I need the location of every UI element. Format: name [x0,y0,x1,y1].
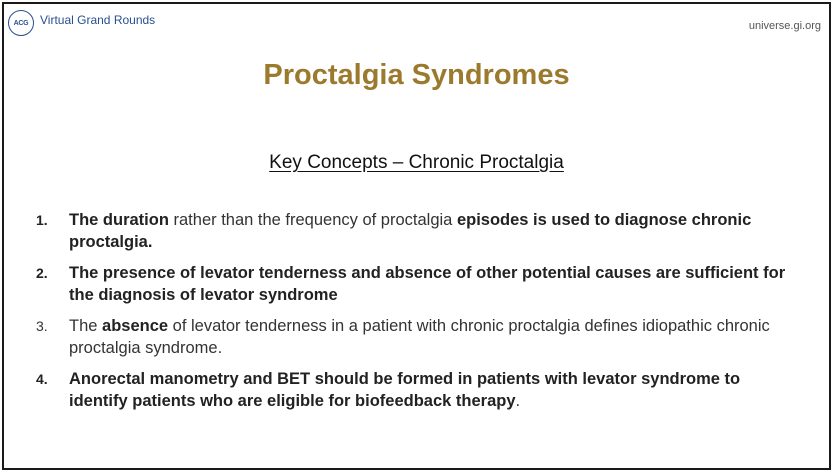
logo-text: ACG [13,19,29,27]
concept-text-bold: absence [102,317,169,335]
concept-item [36,262,796,306]
concept-number: 2. [36,265,48,281]
concept-number: 4. [36,371,48,387]
concept-text [69,315,796,359]
concept-text [69,368,796,412]
concept-number: 3. [36,318,48,334]
acg-logo-icon [8,10,34,36]
concept-text-regular: of levator tenderness in a patient with chronic proctalgia defines idiopathic chronic proctalgia syndrome. [69,317,770,357]
concept-text-bold: The duration [69,211,169,229]
concept-text-regular: . [515,392,521,410]
concept-item [36,315,796,359]
concept-text [69,262,796,306]
slide-title: Proctalgia Syndromes [263,59,570,91]
concept-text [69,209,796,253]
slide-subtitle: Key Concepts – Chronic Proctalgia [269,152,564,173]
concept-text-bold: The presence of levator tenderness and absence of other potential causes are sufficient for the diagnosis of levator syndrome [69,264,786,304]
concept-item [36,368,796,412]
concept-text-bold: episodes is used to diagnose chronic proctalgia. [69,211,752,251]
concept-text-regular: The [69,317,103,335]
header-branding [8,10,155,36]
brand-name: Virtual Grand Rounds [40,13,156,27]
concept-item [36,209,796,253]
concept-text-bold: Anorectal manometry and BET should be formed in patients with levator syndrome to identify patients who are eligible for biofeedback therapy [69,370,741,410]
site-url: universe.gi.org [748,20,821,32]
concept-text-regular: rather than the frequency of proctalgia [168,211,457,229]
slide [2,2,831,470]
concept-number: 1. [36,212,48,228]
key-concepts-list [36,209,796,421]
